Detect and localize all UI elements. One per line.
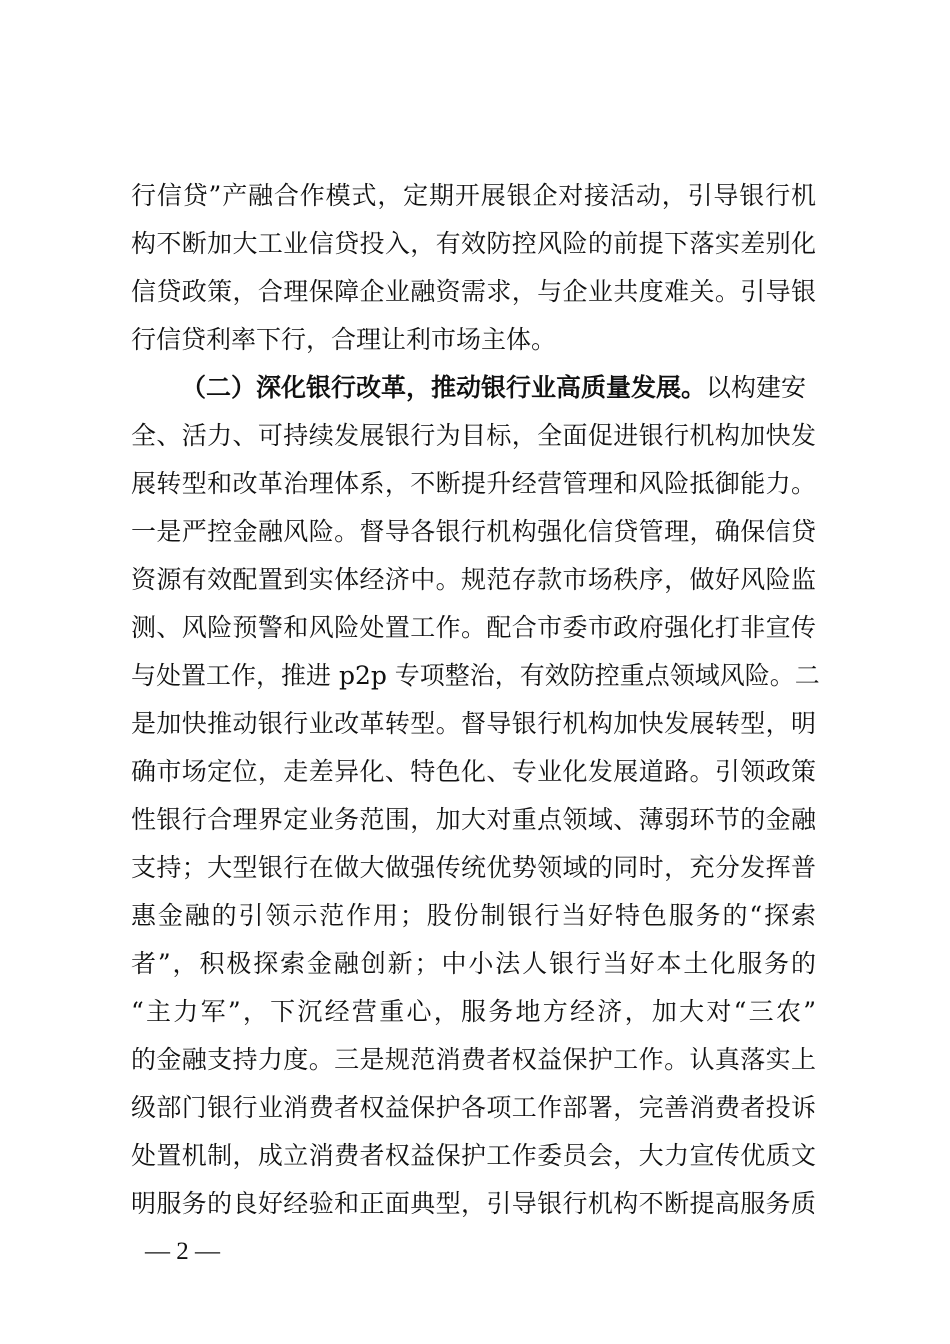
body-line-14: 性银行合理界定业务范围，加大对重点领域、薄弱环节的金融 (131, 805, 816, 834)
body-line-11: 与处置工作，推进 p2p 专项整治，有效防控重点领域风险。二 (131, 661, 820, 690)
body-line-13: 确市场定位，走差异化、特色化、专业化发展道路。引领政策 (131, 757, 816, 786)
body-line-4: 行信贷利率下行，合理让利市场主体。 (131, 325, 557, 354)
page-number: — 2 — (145, 1238, 220, 1265)
body-line-3: 信贷政策，合理保障企业融资需求，与企业共度难关。引导银 (131, 277, 816, 306)
body-line-21: 处置机制，成立消费者权益保护工作委员会，大力宣传优质文 (131, 1141, 816, 1170)
body-line-22: 明服务的良好经验和正面典型，引导银行机构不断提高服务质 (131, 1189, 816, 1218)
body-line-10: 测、风险预警和风险处置工作。配合市委市政府强化打非宣传 (131, 613, 816, 642)
body-line-19: 的金融支持力度。三是规范消费者权益保护工作。认真落实上 (131, 1045, 816, 1074)
section-heading-line (181, 373, 816, 403)
section-heading: （二）深化银行改革，推动银行业高质量发展。 (181, 373, 707, 402)
body-line-18: “主力军”，下沉经营重心，服务地方经济，加大对“三农” (131, 997, 816, 1026)
body-line-2: 构不断加大工业信贷投入，有效防控风险的前提下落实差别化 (131, 229, 816, 258)
body-line-20: 级部门银行业消费者权益保护各项工作部署，完善消费者投诉 (131, 1093, 816, 1122)
body-line-7: 展转型和改革治理体系，不断提升经营管理和风险抵御能力。 (131, 469, 816, 498)
body-line-17: 者”，积极探索金融创新；中小法人银行当好本土化服务的 (131, 949, 816, 978)
body-line-6: 全、活力、可持续发展银行为目标，全面促进银行机构加快发 (131, 421, 816, 450)
body-line-1: 行信贷”产融合作模式，定期开展银企对接活动，引导银行机 (131, 181, 816, 210)
body-line-12: 是加快推动银行业改革转型。督导银行机构加快发展转型，明 (131, 709, 816, 738)
body-line-16: 惠金融的引领示范作用；股份制银行当好特色服务的“探索 (131, 901, 816, 930)
section-heading-continuation: 以构建安 (706, 373, 807, 402)
body-line-15: 支持；大型银行在做大做强传统优势领域的同时，充分发挥普 (131, 853, 816, 882)
body-line-9: 资源有效配置到实体经济中。规范存款市场秩序，做好风险监 (131, 565, 816, 594)
body-line-8: 一是严控金融风险。督导各银行机构强化信贷管理，确保信贷 (131, 517, 816, 546)
